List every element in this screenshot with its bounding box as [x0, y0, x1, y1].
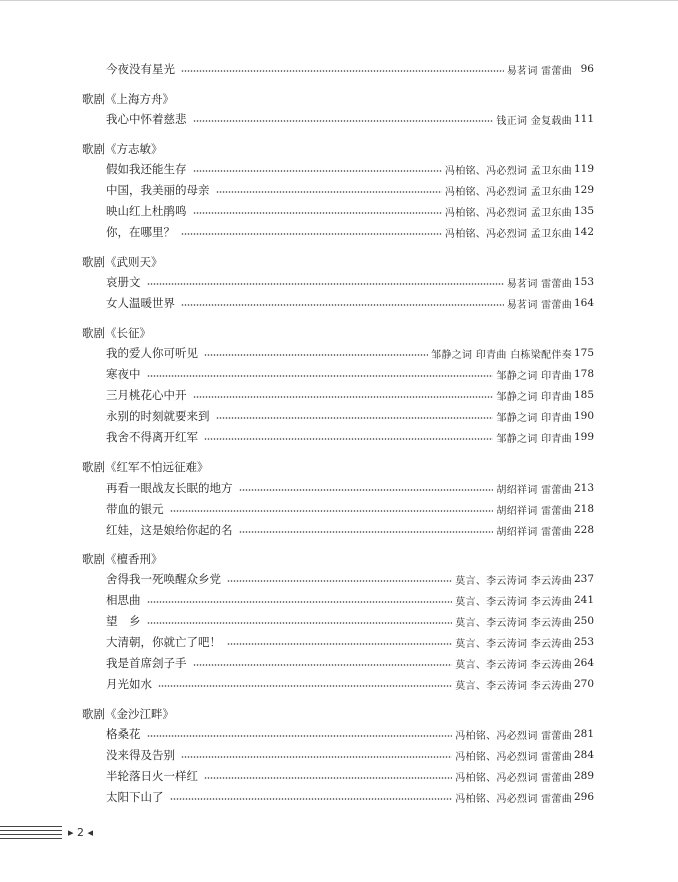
entry-title: 没来得及告别: [106, 748, 175, 762]
entry-credit: 钱正词 金复载曲: [496, 115, 572, 127]
toc-entry: [106, 747, 594, 763]
dot-leader: [227, 580, 452, 582]
toc-entry: [106, 161, 594, 177]
toc-entry: [106, 634, 594, 650]
section-title: 歌剧《上海方舟》: [82, 92, 174, 106]
entry-title: 我心中怀着慈悲: [106, 112, 187, 126]
toc-entry: [106, 501, 594, 517]
entry-credit: 冯柏铭、冯必烈词 孟卫东曲: [444, 228, 572, 240]
dot-leader: [239, 531, 494, 533]
entry-title: 三月桃花心中开: [106, 388, 187, 402]
entry-title: 哀册文: [106, 275, 141, 289]
toc-entry: [106, 408, 594, 424]
toc-entry: [106, 345, 594, 361]
dot-leader: [181, 70, 504, 72]
entry-page-number: 111: [573, 113, 594, 125]
entry-credit: 冯柏铭、冯必烈词 雷蕾曲: [455, 772, 572, 784]
entry-title: 我舍不得离开红军: [106, 430, 198, 444]
dot-leader: [193, 120, 494, 122]
toc-entry: [106, 224, 594, 240]
entry-credit: 莫言、李云涛词 李云涛曲: [455, 680, 572, 692]
entry-title: 半轮落日火一样红: [106, 769, 198, 783]
section-title: 歌剧《武则天》: [82, 255, 163, 269]
entry-title: 红娃，这是娘给你起的名: [106, 523, 233, 537]
toc-entry: [106, 366, 594, 382]
toc-entry: [106, 274, 594, 290]
dot-leader: [227, 643, 452, 645]
toc-entry: [106, 295, 594, 311]
toc-entry: [106, 789, 594, 805]
section-title: 歌剧《长征》: [82, 326, 151, 340]
dot-leader: [147, 375, 494, 377]
toc-entry: [106, 429, 594, 445]
dot-leader: [170, 510, 494, 512]
dot-leader: [193, 664, 453, 666]
entry-title: 永别的时刻就要来到: [106, 409, 210, 423]
toc-entry: [106, 613, 594, 629]
dot-leader: [204, 438, 493, 440]
entry-title: 女人温暖世界: [106, 296, 175, 310]
entry-title: 假如我还能生存: [106, 162, 187, 176]
entry-page-number: 241: [573, 594, 594, 606]
entry-page-number: 185: [573, 389, 594, 401]
entry-credit: 易茗词 雷蕾曲: [506, 278, 572, 290]
entry-credit: 易茗词 雷蕾曲: [506, 299, 572, 311]
entry-page-number: 228: [573, 524, 594, 536]
page-number: ▸ 2 ◂: [68, 826, 94, 839]
toc-entry: [106, 61, 594, 77]
entry-title: 中国，我美丽的母亲: [106, 183, 210, 197]
entry-page-number: 164: [573, 297, 594, 309]
entry-credit: 冯柏铭、冯必烈词 孟卫东曲: [444, 165, 572, 177]
entry-title: 我是首席刽子手: [106, 656, 187, 670]
dot-leader: [216, 191, 442, 193]
entry-credit: 莫言、李云涛词 李云涛曲: [455, 575, 572, 587]
dot-leader: [181, 233, 442, 235]
toc-entry: [106, 480, 594, 496]
dot-leader: [204, 354, 428, 356]
dot-leader: [147, 283, 504, 285]
entry-credit: 邹静之词 印青曲: [496, 391, 572, 403]
entry-credit: 邹静之词 印青曲: [496, 433, 572, 445]
entry-title: 今夜没有星光: [106, 62, 175, 76]
entry-title: 月光如水: [106, 677, 152, 691]
entry-title: 太阳下山了: [106, 790, 164, 804]
entry-page-number: 284: [573, 749, 594, 761]
entry-page-number: 296: [573, 791, 594, 803]
toc-entry: [106, 768, 594, 784]
entry-credit: 胡绍祥词 雷蕾曲: [496, 484, 572, 496]
toc-entry: [106, 182, 594, 198]
entry-page-number: 119: [573, 163, 594, 175]
dot-leader: [181, 756, 452, 758]
entry-page-number: 218: [573, 503, 594, 515]
entry-page-number: 250: [573, 615, 594, 627]
toc-entry: [106, 522, 594, 538]
dot-leader: [170, 798, 453, 800]
dot-leader: [147, 735, 453, 737]
toc-entry: [106, 387, 594, 403]
entry-title: 寒夜中: [106, 367, 141, 381]
section-title: 歌剧《红军不怕远征难》: [82, 460, 209, 474]
dot-leader: [193, 170, 442, 172]
entry-title: 我的爱人你可听见: [106, 346, 198, 360]
entry-page-number: 270: [573, 678, 594, 690]
entry-title: 再看一眼战友长眠的地方: [106, 481, 233, 495]
toc-entry: [106, 203, 594, 219]
entry-title: 相思曲: [106, 593, 141, 607]
entry-page-number: 96: [580, 63, 594, 75]
entry-page-number: 213: [573, 482, 594, 494]
toc-entry: [106, 592, 594, 608]
entry-credit: 胡绍祥词 雷蕾曲: [496, 505, 572, 517]
entry-credit: 莫言、李云涛词 李云涛曲: [455, 659, 572, 671]
dot-leader: [216, 417, 494, 419]
entry-page-number: 264: [573, 657, 594, 669]
entry-page-number: 178: [573, 368, 594, 380]
entry-credit: 邹静之词 印青曲: [496, 412, 572, 424]
entry-title: 舍得我一死唤醒众乡党: [106, 572, 221, 586]
entry-page-number: 237: [573, 573, 594, 585]
toc-entry: [106, 111, 594, 127]
entry-page-number: 190: [573, 410, 594, 422]
dot-leader: [193, 396, 494, 398]
entry-credit: 邹静之词 印青曲 白栋梁配伴奏: [431, 349, 572, 361]
entry-page-number: 253: [573, 636, 594, 648]
section-title: 歌剧《方志敏》: [82, 142, 163, 156]
entry-credit: 易茗词 雷蕾曲: [506, 65, 572, 77]
dot-leader: [147, 601, 453, 603]
entry-credit: 冯柏铭、冯必烈词 雷蕾曲: [455, 751, 572, 763]
entry-page-number: 142: [573, 226, 594, 238]
entry-page-number: 199: [573, 431, 594, 443]
entry-title: 带血的银元: [106, 502, 164, 516]
entry-credit: 莫言、李云涛词 李云涛曲: [455, 596, 572, 608]
entry-credit: 冯柏铭、冯必烈词 雷蕾曲: [455, 730, 572, 742]
entry-credit: 邹静之词 印青曲: [496, 370, 572, 382]
entry-title: 映山红上杜鹃鸣: [106, 204, 187, 218]
section-title: 歌剧《金沙江畔》: [82, 707, 174, 721]
dot-leader: [181, 304, 504, 306]
dot-leader: [239, 489, 494, 491]
dot-leader: [147, 622, 453, 624]
entry-credit: 冯柏铭、冯必烈词 孟卫东曲: [444, 207, 572, 219]
toc-entry: [106, 571, 594, 587]
entry-title: 望 乡: [106, 614, 141, 628]
entry-page-number: 135: [573, 205, 594, 217]
entry-credit: 冯柏铭、冯必烈词 雷蕾曲: [455, 793, 572, 805]
dot-leader: [158, 685, 452, 687]
entry-credit: 胡绍祥词 雷蕾曲: [496, 526, 572, 538]
toc-entry: [106, 676, 594, 692]
dot-leader: [204, 777, 452, 779]
entry-title: 格桑花: [106, 727, 141, 741]
toc-entry: [106, 726, 594, 742]
entry-credit: 莫言、李云涛词 李云涛曲: [455, 638, 572, 650]
entry-title: 大清朝，你就亡了吧！: [106, 635, 221, 649]
toc-entry: [106, 655, 594, 671]
entry-credit: 冯柏铭、冯必烈词 孟卫东曲: [444, 186, 572, 198]
entry-page-number: 129: [573, 184, 594, 196]
entry-page-number: 289: [573, 770, 594, 782]
footer-decoration: [0, 826, 62, 844]
dot-leader: [193, 212, 442, 214]
entry-page-number: 281: [573, 728, 594, 740]
entry-page-number: 175: [573, 347, 594, 359]
entry-credit: 莫言、李云涛词 李云涛曲: [455, 617, 572, 629]
entry-page-number: 153: [573, 276, 594, 288]
section-title: 歌剧《檀香刑》: [82, 552, 163, 566]
entry-title: 你，在哪里？: [106, 225, 175, 239]
